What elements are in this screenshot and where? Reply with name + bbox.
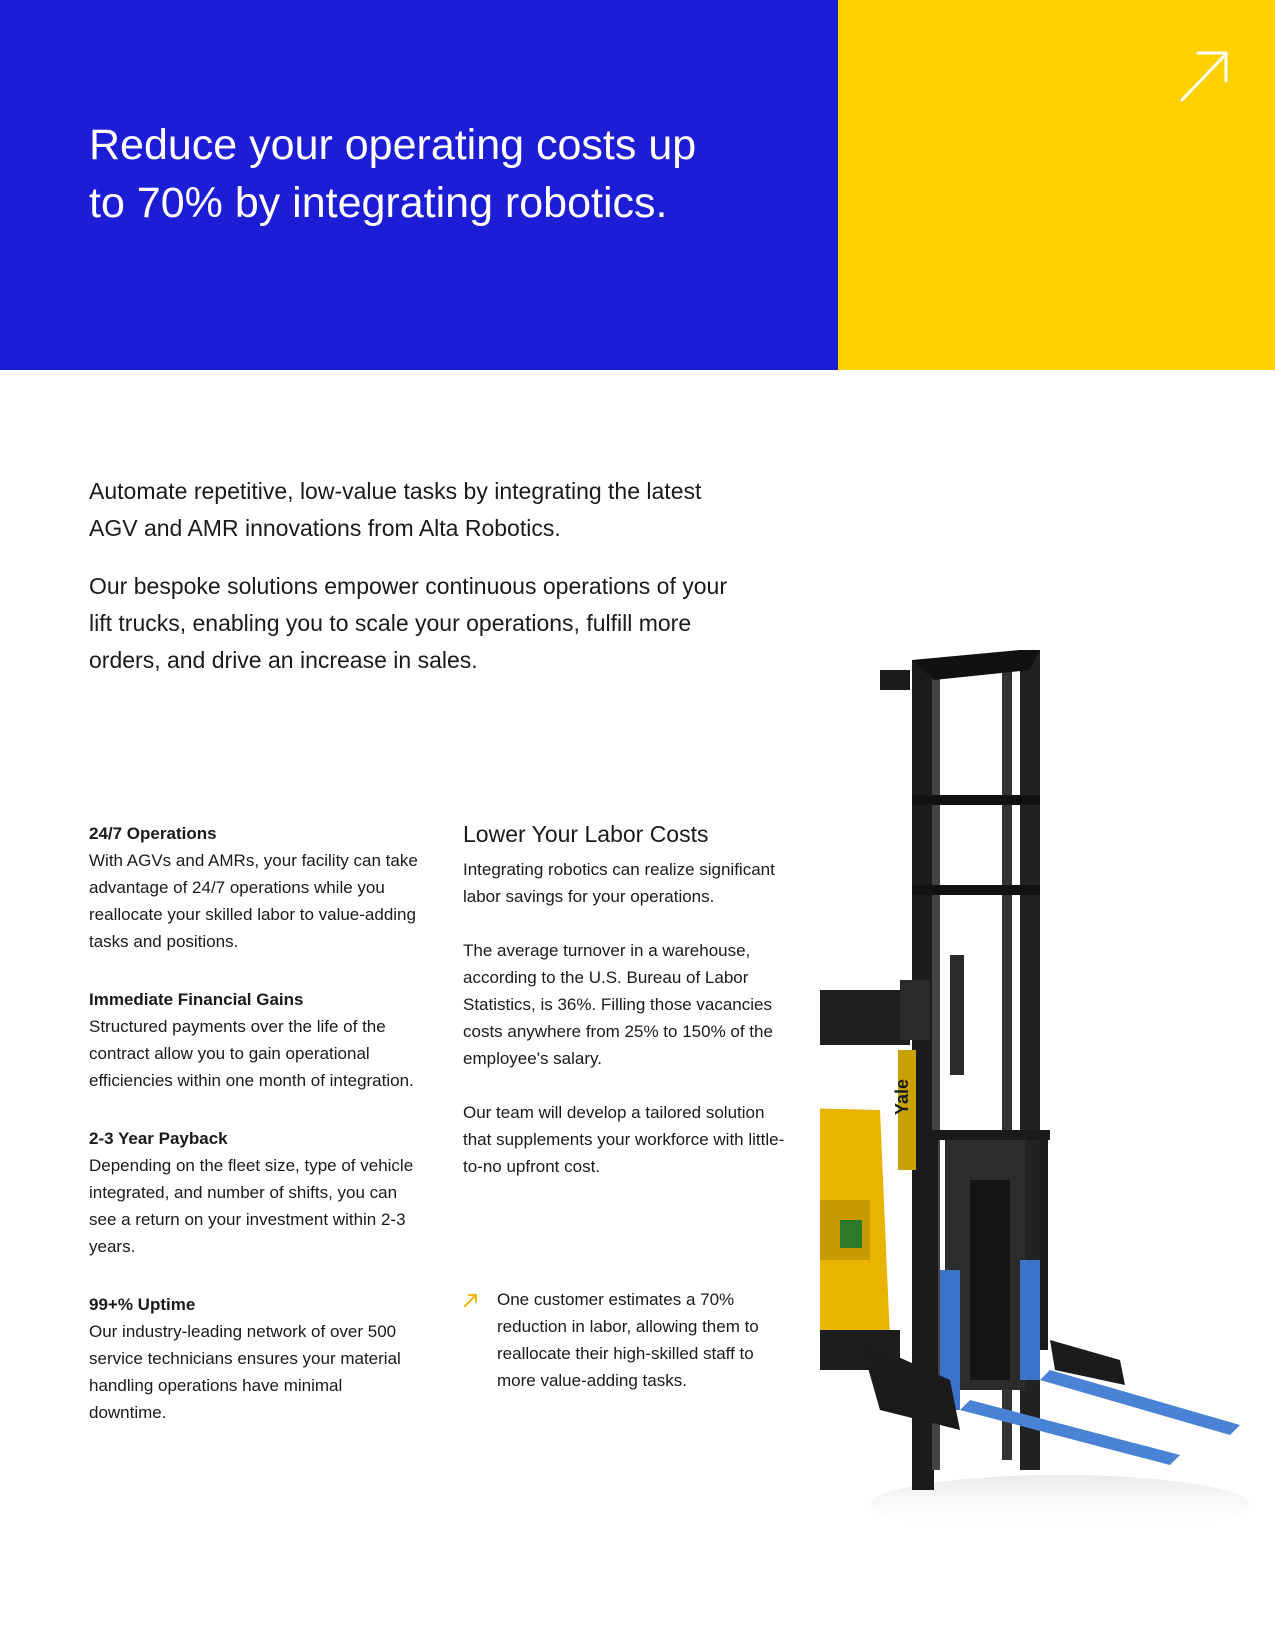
labor-paragraph-2: The average turnover in a warehouse, according to the U.S. Bureau of Labor Statistics, is 36%. Filling those vacancies costs anywhere from 25% to 150% of the employee's salary. [463, 941, 773, 1068]
intro-paragraph-1: Automate repetitive, low-value tasks by integrating the latest AGV and AMR innovations from Alta Robotics. [89, 478, 702, 541]
feature-text: With AGVs and AMRs, your facility can take advantage of 24/7 operations while you reallocate your skilled labor to value-adding tasks and positions. [89, 851, 418, 951]
labor-paragraph-1: Integrating robotics can realize significant labor savings for your operations. [463, 860, 775, 906]
brand-logo: Yale [892, 1078, 912, 1115]
features-list [89, 821, 419, 1458]
arrow-up-right-icon [1178, 48, 1230, 104]
callout-text: One customer estimates a 70% reduction in labor, allowing them to reallocate their high-skilled staff to more value-adding tasks. [497, 1290, 759, 1390]
labor-paragraph-3: Our team will develop a tailored solution that supplements your workforce with little-to-no upfront cost. [463, 1103, 785, 1176]
feature-text: Structured payments over the life of the contract allow you to gain operational efficiencies within one month of integration. [89, 1017, 414, 1090]
labor-heading: Lower Your Labor Costs [463, 821, 709, 847]
feature-text: Depending on the fleet size, type of vehicle integrated, and number of shifts, you can see a return on your investment within 2-3 years. [89, 1156, 414, 1256]
hero-title: Reduce your operating costs up to 70% by integrating robotics. [89, 121, 697, 227]
feature-title: 24/7 Operations [89, 824, 217, 843]
feature-item [89, 821, 419, 955]
feature-title: 2-3 Year Payback [89, 1129, 228, 1148]
forklift-image [820, 640, 1275, 1600]
labor-costs-section [463, 818, 793, 1207]
intro-paragraph-2: Our bespoke solutions empower continuous operations of your lift trucks, enabling you to scale your operations, fulfill more orders, and drive an increase in sales. [89, 573, 727, 673]
arrow-up-right-icon [463, 1292, 479, 1308]
feature-item [89, 1126, 419, 1260]
feature-item [89, 1292, 419, 1426]
feature-text: Our industry-leading network of over 500 service technicians ensures your material handling operations have minimal downtime. [89, 1322, 401, 1422]
labor-callout [463, 1286, 793, 1394]
feature-title: 99+% Uptime [89, 1295, 196, 1314]
feature-item [89, 987, 419, 1094]
feature-title: Immediate Financial Gains [89, 990, 304, 1009]
